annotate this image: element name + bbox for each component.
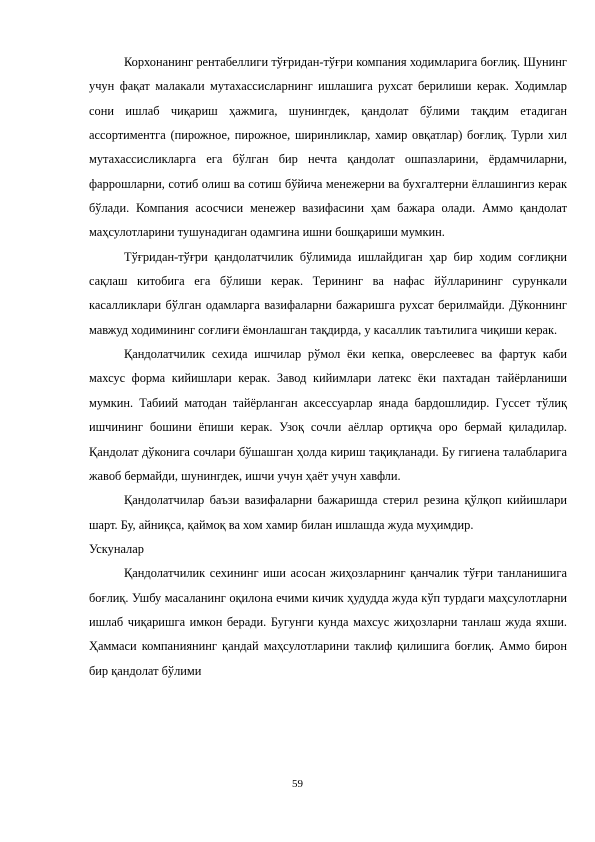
document-page <box>89 50 567 683</box>
section-heading-equipment: Ускуналар <box>89 541 144 556</box>
paragraph-health-book: Тўғридан-тўғри қандолатчилик бўлимида ишлайдиган ҳар бир ходим соғлиқни сақлаш китобига ега бўлиши керак. Терининг ва нафас йўлларининг сурункали касалликлари бўлган одамларга вазифаларни бажаришга рухсат берилмайди. Дўконнинг мавжуд ходимининг соғлиғи ёмонлашган тақдирда, у касаллик таътилига чиқиши керак. <box>89 249 567 337</box>
paragraph-uniform: Қандолатчилик сехида ишчилар рўмол ёки кепка, оверслеевес ва фартук каби махсус форма кийишлари керак. Завод кийимлари латекс ёки пахтадан тайёрланиши мумкин. Табиий матодан тайёрланган аксессуарлар янада бардошлидир. Гуссет тўлиқ ишчининг бошини ёпиши керак. Узоқ сочли аёллар ортиқча оро бермай қиладилар. Қандолат дўконига сочлари бўшашган ҳолда кириш тақиқланади. Бу гигиена талабларига жавоб бермайди, шунингдек, ишчи учун ҳаёт учун хавфли. <box>89 347 567 483</box>
paragraph-gloves: Қандолатчилар баъзи вазифаларни бажаришда стерил резина қўлқоп кийишлари шарт. Бу, айниқса, қаймоқ ва хом хамир билан ишлашда жуда муҳимдир. <box>89 493 567 532</box>
paragraph-equipment: Қандолатчилик сехининг иши асосан жиҳозларнинг қанчалик тўғри танланишига боғлиқ. Ушбу масаланинг оқилона ечими кичик ҳудудда жуда кўп турдаги маҳсулотларни ишлаб чиқаришга имкон беради. Бугунги кунда махсус жиҳозларни танлаш жуда яхши. Ҳаммаси компаниянинг қандай маҳсулотларини таклиф қилишига боғлиқ. Аммо бирон бир қандолат бўлими <box>89 566 567 678</box>
page-number: 59 <box>292 778 303 790</box>
paragraph-staffing: Корхонанинг рентабеллиги тўғридан-тўғри компания ходимларига боғлиқ. Шунинг учун фақат малакали мутахассисларнинг ишлашига рухсат берилиши керак. Ходимлар сони ишлаб чиқариш ҳажмига, шунингдек, қандолат бўлими тақдим етадиган ассортиментга (пирожное, пирожное, ширинликлар, хамир овқатлар) боғлиқ. Турли хил мутахассисликларга ега бўлган бир нечта қандолат ошпазларини, ёрдамчиларни, фаррошларни, сотиб олиш ва сотиш бўйича менежерни ва бухгалтерни ёллашингиз керак бўлади. Компания асосчиси менежер вазифасини ҳам бажара олади. Аммо қандолат маҳсулотларини тушунадиган одамгина ишни бошқариши мумкин. <box>89 55 567 240</box>
